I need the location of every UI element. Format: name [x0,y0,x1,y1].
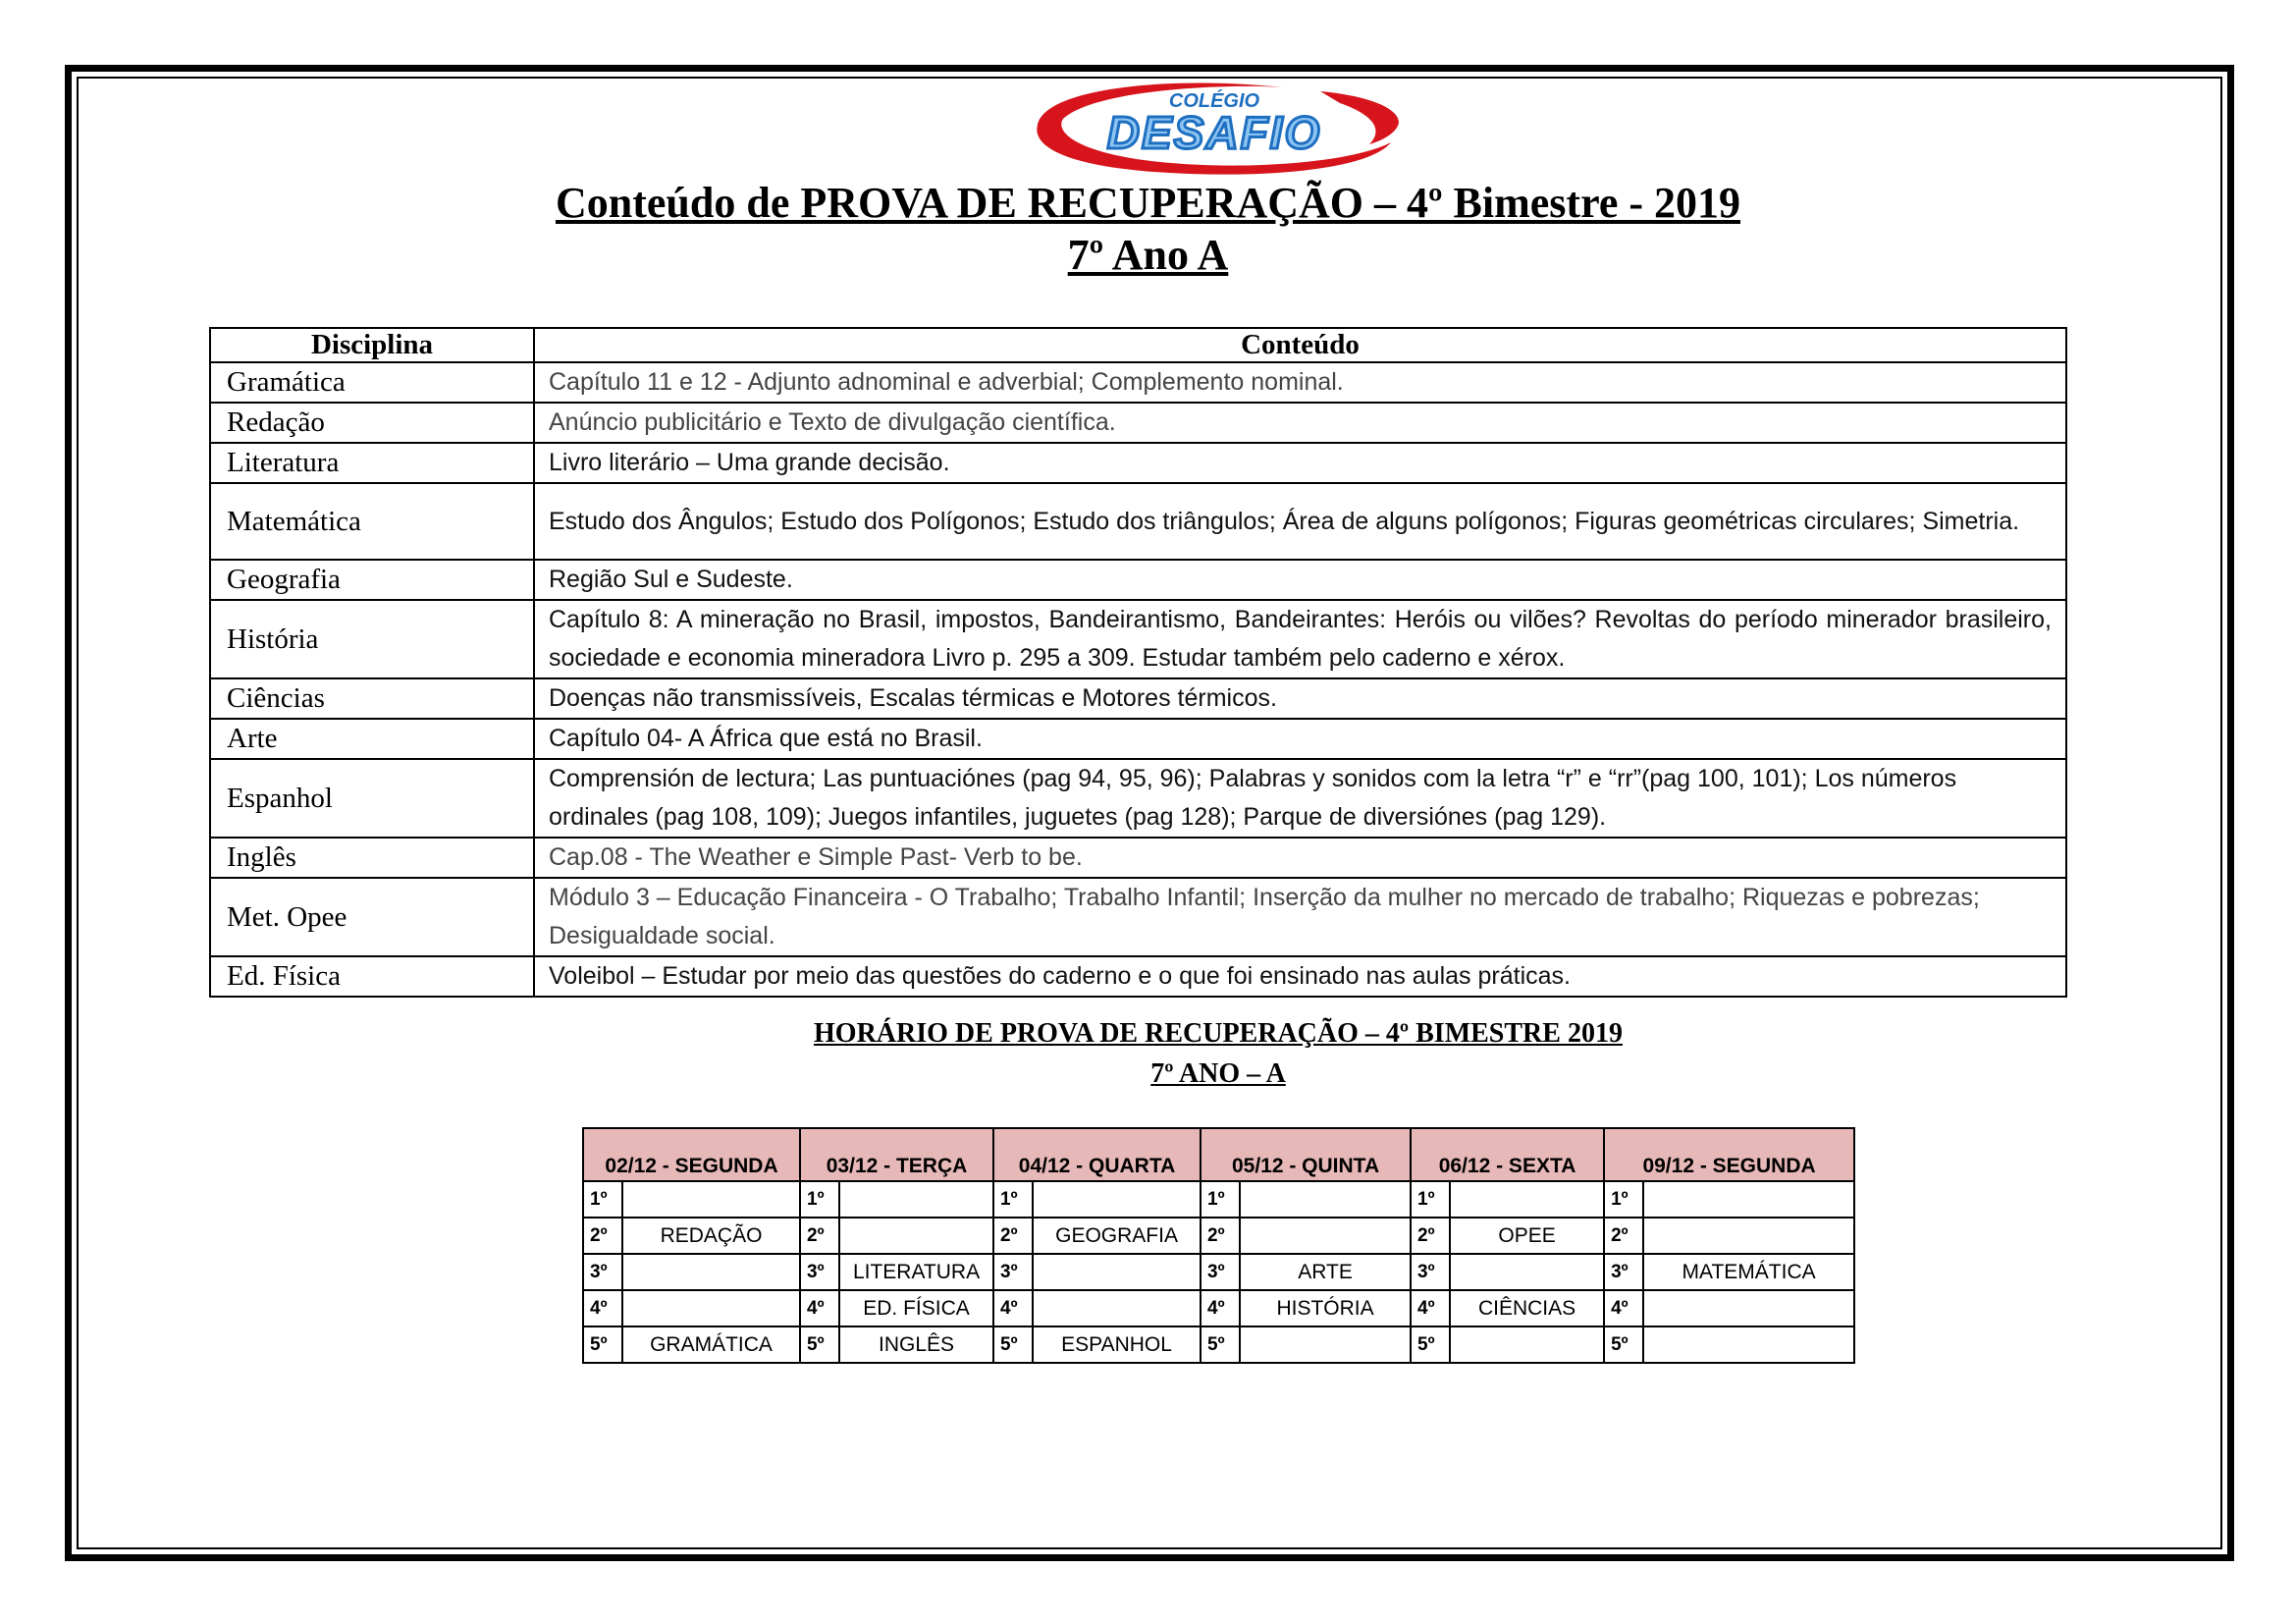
table-row [210,362,2066,403]
period-number: 5º [1411,1326,1450,1363]
period-number: 4º [1201,1290,1240,1326]
table-row [210,483,2066,560]
table-row [210,443,2066,483]
table-row [210,878,2066,956]
content-table-header [210,328,2066,362]
period-number: 4º [583,1290,622,1326]
schedule-row [583,1218,1854,1254]
exam-subject [839,1181,993,1218]
exam-subject: OPEE [1450,1218,1604,1254]
period-number: 2º [1604,1218,1643,1254]
period-number: 4º [1604,1290,1643,1326]
discipline-cell: Inglês [210,838,534,878]
exam-subject: MATEMÁTICA [1643,1254,1854,1290]
table-row [210,956,2066,997]
day-header: 02/12 - SEGUNDA [583,1128,800,1181]
period-number: 3º [993,1254,1033,1290]
content-cell: Capítulo 11 e 12 - Adjunto adnominal e adverbial; Complemento nominal. [534,362,2066,403]
period-number: 1º [583,1181,622,1218]
logo-top-text: COLÉGIO [1168,90,1260,112]
logo-main-text: DESAFIO [1106,107,1322,158]
period-number: 4º [993,1290,1033,1326]
content-cell: Doenças não transmissíveis, Escalas térmicas e Motores térmicos. [534,678,2066,719]
exam-subject: GEOGRAFIA [1033,1218,1201,1254]
page-title: Conteúdo de PROVA DE RECUPERAÇÃO – 4º Bimestre - 2019 [555,179,1740,227]
content-cell: Módulo 3 – Educação Financeira - O Trabalho; Trabalho Infantil; Inserção da mulher no mercado de trabalho; Riquezas e pobrezas; Desigualdade social. [534,878,2066,956]
day-header: 04/12 - QUARTA [993,1128,1201,1181]
exam-subject: INGLÊS [839,1326,993,1363]
table-row [210,560,2066,600]
period-number: 3º [583,1254,622,1290]
discipline-cell: Literatura [210,443,534,483]
exam-subject [1033,1290,1201,1326]
table-row [210,678,2066,719]
header-discipline: Disciplina [210,328,534,362]
logo-swoosh-right [1320,91,1399,144]
day-header: 06/12 - SEXTA [1411,1128,1604,1181]
discipline-cell: Matemática [210,483,534,560]
schedule-header-row [583,1128,1854,1181]
day-header: 05/12 - QUINTA [1201,1128,1411,1181]
content-cell: Cap.08 - The Weather e Simple Past- Verb to be. [534,838,2066,878]
period-number: 1º [993,1181,1033,1218]
content-cell: Anúncio publicitário e Texto de divulgação científica. [534,403,2066,443]
day-header: 03/12 - TERÇA [800,1128,993,1181]
header-content: Conteúdo [534,328,2066,362]
exam-subject: ED. FÍSICA [839,1290,993,1326]
discipline-cell: Geografia [210,560,534,600]
schedule-subtitle: 7º ANO – A [1150,1058,1286,1089]
content-cell: Região Sul e Sudeste. [534,560,2066,600]
day-header: 09/12 - SEGUNDA [1604,1128,1854,1181]
table-row [210,838,2066,878]
page-subtitle: 7º Ano A [1067,231,1229,279]
content-cell: Capítulo 8: A mineração no Brasil, impostos, Bandeirantismo, Bandeirantes: Heróis ou vilões? Revoltas do período minerador brasileiro, sociedade e economia mineradora Livro p. 295 a 309. Estudar também pelo caderno e xérox. [534,600,2066,678]
period-number: 1º [1411,1181,1450,1218]
period-number: 3º [1201,1254,1240,1290]
schedule-row [583,1181,1854,1218]
period-number: 1º [1201,1181,1240,1218]
content-cell: Comprensión de lectura; Las puntuaciónes (pag 94, 95, 96); Palabras y sonidos com la letra “r” e “rr”(pag 100, 101); Los números ordinales (pag 108, 109); Juegos infantiles, juguetes (pag 128); Parque de diversiónes (pag 129). [534,759,2066,838]
period-number: 5º [583,1326,622,1363]
schedule-row [583,1326,1854,1363]
period-number: 1º [800,1181,839,1218]
exam-subject [622,1254,800,1290]
period-number: 2º [583,1218,622,1254]
discipline-cell: Ciências [210,678,534,719]
exam-subject [839,1218,993,1254]
schedule-title: HORÁRIO DE PROVA DE RECUPERAÇÃO – 4º BIMESTRE 2019 [814,1018,1623,1049]
period-number: 2º [993,1218,1033,1254]
exam-subject [1033,1254,1201,1290]
period-number: 3º [1411,1254,1450,1290]
content-cell: Livro literário – Uma grande decisão. [534,443,2066,483]
exam-subject [1643,1290,1854,1326]
period-number: 2º [1201,1218,1240,1254]
school-logo [1026,74,1404,177]
period-number: 5º [993,1326,1033,1363]
exam-subject: ARTE [1240,1254,1411,1290]
period-number: 5º [1604,1326,1643,1363]
exam-subject [1450,1181,1604,1218]
exam-subject [1450,1254,1604,1290]
discipline-cell: História [210,600,534,678]
content-cell: Voleibol – Estudar por meio das questões do caderno e o que foi ensinado nas aulas práticas. [534,956,2066,997]
period-number: 1º [1604,1181,1643,1218]
exam-subject: GRAMÁTICA [622,1326,800,1363]
discipline-cell: Met. Opee [210,878,534,956]
content-table [209,327,2067,998]
discipline-cell: Redação [210,403,534,443]
table-row [210,600,2066,678]
exam-subject [622,1290,800,1326]
discipline-cell: Arte [210,719,534,759]
period-number: 2º [1411,1218,1450,1254]
exam-subject: HISTÓRIA [1240,1290,1411,1326]
exam-subject: REDAÇÃO [622,1218,800,1254]
exam-subject [1033,1181,1201,1218]
table-row [210,759,2066,838]
period-number: 4º [800,1290,839,1326]
discipline-cell: Espanhol [210,759,534,838]
content-cell: Estudo dos Ângulos; Estudo dos Polígonos; Estudo dos triângulos; Área de alguns polígonos; Figuras geométricas circulares; Simetria. [534,483,2066,560]
period-number: 3º [1604,1254,1643,1290]
period-number: 3º [800,1254,839,1290]
period-number: 2º [800,1218,839,1254]
exam-subject [1643,1181,1854,1218]
discipline-cell: Gramática [210,362,534,403]
exam-subject [1240,1181,1411,1218]
exam-subject [1240,1218,1411,1254]
period-number: 5º [1201,1326,1240,1363]
exam-subject [1643,1326,1854,1363]
exam-subject [1450,1326,1604,1363]
exam-subject: ESPANHOL [1033,1326,1201,1363]
table-row [210,403,2066,443]
exam-subject [1643,1218,1854,1254]
exam-subject [622,1181,800,1218]
schedule-row [583,1254,1854,1290]
exam-subject: CIÊNCIAS [1450,1290,1604,1326]
exam-subject [1240,1326,1411,1363]
period-number: 5º [800,1326,839,1363]
discipline-cell: Ed. Física [210,956,534,997]
period-number: 4º [1411,1290,1450,1326]
schedule-row [583,1290,1854,1326]
exam-subject: LITERATURA [839,1254,993,1290]
content-cell: Capítulo 04- A África que está no Brasil. [534,719,2066,759]
table-row [210,719,2066,759]
schedule-table [582,1127,1855,1364]
